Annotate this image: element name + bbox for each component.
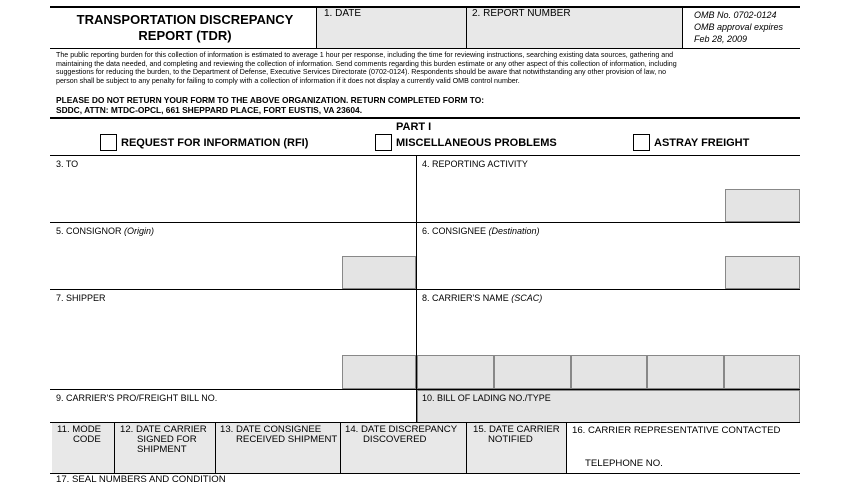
date-discrepancy-label-2: DISCOVERED xyxy=(363,434,427,445)
carrier-name-label-text: 8. CARRIER'S NAME xyxy=(422,293,512,303)
consignee-label-text: 6. CONSIGNEE xyxy=(422,226,489,236)
date-consignee-received-label-1: 13. DATE CONSIGNEE xyxy=(220,424,322,435)
pro-bill-field[interactable] xyxy=(52,404,414,422)
notice-line3: suggestions for reducing the burden, to the Department of Defense, Executive Services Directorate (0702-0124). Respondents should be aware that notwithstanding any other provision of law, no xyxy=(56,68,667,77)
notice-line1: The public reporting burden for this collection of information is estimated to average 1 hour per response, including the time for reviewing instructions, searching existing data sources, gathering and xyxy=(56,51,674,59)
header-bottom-border xyxy=(50,48,800,49)
shipper-code-field[interactable] xyxy=(342,355,416,389)
consignee-label xyxy=(422,226,540,236)
date-consignee-received-label-2: RECEIVED SHIPMENT xyxy=(236,434,338,445)
shipper-field[interactable] xyxy=(52,304,414,354)
misc-problems-checkbox[interactable] xyxy=(375,134,392,151)
reporting-activity-field[interactable] xyxy=(419,170,723,222)
telephone-label: TELEPHONE NO. xyxy=(585,458,663,469)
omb-number: OMB No. 0702-0124 xyxy=(694,10,777,20)
part-heading: PART I xyxy=(396,121,432,133)
omb-expiry: Feb 28, 2009 xyxy=(694,34,748,44)
form-title-line1: TRANSPORTATION DISCREPANCY xyxy=(76,12,294,27)
carrier-name-field[interactable] xyxy=(419,304,798,354)
form-title xyxy=(60,12,310,44)
return-address: SDDC, ATTN: MTDC-OPCL, 661 SHEPPARD PLACE, FORT EUSTIS, VA 23604. xyxy=(56,105,363,115)
scac-box-2[interactable] xyxy=(494,355,571,389)
reporting-activity-code-field[interactable] xyxy=(725,189,800,222)
seal-numbers-label: 17. SEAL NUMBERS AND CONDITION xyxy=(56,474,226,485)
consignee-field[interactable] xyxy=(419,237,723,289)
rfi-checkbox[interactable] xyxy=(100,134,117,151)
astray-freight-checkbox[interactable] xyxy=(633,134,650,151)
part-top-border xyxy=(50,117,800,119)
consignor-label-text: 5. CONSIGNOR xyxy=(56,226,125,236)
row-border-1 xyxy=(50,155,800,156)
date-carrier-notified-label-1: 15. DATE CARRIER xyxy=(473,424,560,435)
date-discrepancy-label-1: 14. DATE DISCREPANCY xyxy=(345,424,458,435)
form-title-line2: REPORT (TDR) xyxy=(138,28,232,43)
notice-line4: person shall be subject to any penalty for failing to comply with a collection of information if it does not display a currently valid OMB control number. xyxy=(56,76,520,85)
mode-code-label-1: 11. MODE xyxy=(57,424,102,435)
report-number-label: 2. REPORT NUMBER xyxy=(472,8,571,19)
row-border-3 xyxy=(50,289,800,290)
consignor-code-field[interactable] xyxy=(342,256,416,289)
date-carrier-signed-label-3: SHIPMENT xyxy=(137,444,187,455)
carrier-rep-label: 16. CARRIER REPRESENTATIVE CONTACTED xyxy=(572,425,781,436)
to-field[interactable] xyxy=(52,170,414,222)
pro-bill-label: 9. CARRIER'S PRO/FREIGHT BILL NO. xyxy=(56,393,218,403)
date-carrier-signed-label-2: SIGNED FOR xyxy=(137,434,197,445)
date-col-divider-5 xyxy=(566,422,567,473)
omb-approval: OMB approval expires xyxy=(694,22,784,32)
astray-freight-label: ASTRAY FREIGHT xyxy=(654,137,750,149)
header-divider-3 xyxy=(682,6,683,48)
consignee-sub: (Destination) xyxy=(488,226,540,236)
shipper-label: 7. SHIPPER xyxy=(56,293,106,303)
mode-code-label-2: CODE xyxy=(73,434,101,445)
misc-problems-label: MISCELLANEOUS PROBLEMS xyxy=(396,137,557,149)
to-label: 3. TO xyxy=(56,159,79,169)
consignor-sub: (Origin) xyxy=(124,226,155,236)
consignee-code-field[interactable] xyxy=(725,256,800,289)
scac-box-5[interactable] xyxy=(724,355,800,389)
carrier-name-sub: (SCAC) xyxy=(511,293,543,303)
date-carrier-notified-label-2: NOTIFIED xyxy=(488,434,533,445)
scac-box-3[interactable] xyxy=(571,355,647,389)
notice-line2: maintaining the data needed, and completing and reviewing the collection of information. Send comments regarding this burden estimate or any other aspect of this collection of information, including xyxy=(56,59,677,68)
consignor-label xyxy=(56,226,154,236)
carrier-rep-field[interactable] xyxy=(568,437,798,455)
consignor-field[interactable] xyxy=(52,237,340,289)
date-label: 1. DATE xyxy=(324,8,362,19)
reporting-activity-label: 4. REPORTING ACTIVITY xyxy=(422,159,528,169)
carrier-name-label xyxy=(422,293,542,303)
scac-box-1[interactable] xyxy=(417,355,494,389)
row-border-2 xyxy=(50,222,800,223)
burden-notice xyxy=(56,51,798,85)
rfi-label: REQUEST FOR INFORMATION (RFI) xyxy=(121,137,309,149)
bill-of-lading-label: 10. BILL OF LADING NO./TYPE xyxy=(422,393,551,403)
scac-box-4[interactable] xyxy=(647,355,724,389)
date-carrier-signed-label-1: 12. DATE CARRIER xyxy=(120,424,207,435)
return-instructions: PLEASE DO NOT RETURN YOUR FORM TO THE ABOVE ORGANIZATION. RETURN COMPLETED FORM TO: xyxy=(56,95,485,105)
